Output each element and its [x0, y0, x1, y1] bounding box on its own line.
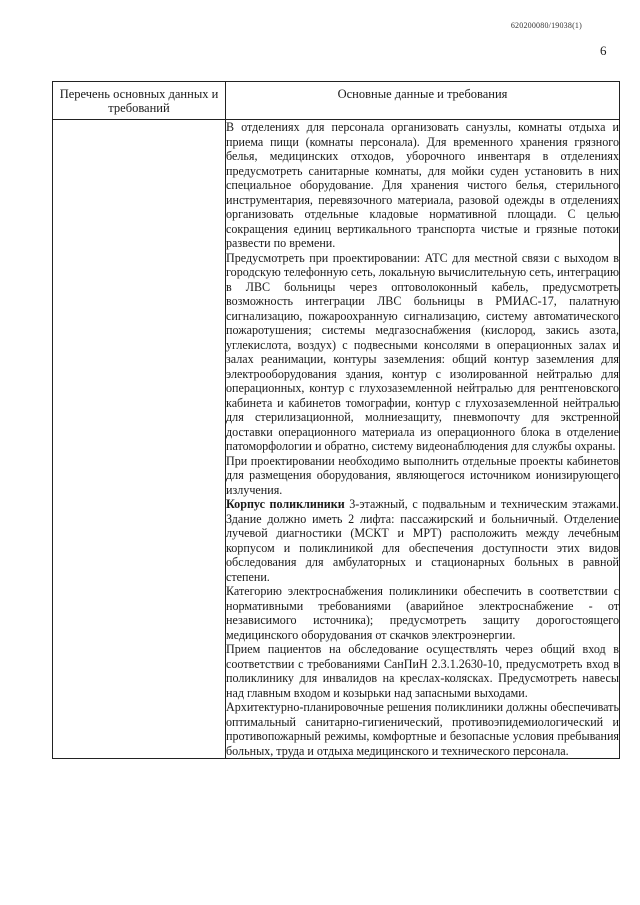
page-number: 6 [600, 43, 607, 58]
polyclinic-heading: Корпус поликлиники [226, 497, 345, 511]
requirements-cell [226, 120, 620, 759]
requirements-table [52, 81, 620, 759]
paragraph-design-systems: Предусмотреть при проектировании: АТС для местной связи с выходом в городскую телефонную сеть, локальную вычислительную сеть, интеграцию в ЛВС больницы через оптоволоконный кабель, предусмотреть возможность интеграции ЛВС больницы в РМИАС-17, палатную сигнализацию, пожароохранную сигнализацию, систему автоматического пожаротушения; системы медгазоснабжения (кислород, закись азота, углекислота, воздух) с подвесными консолями в операционных залах и залах реанимации, контуры заземления: общий контур заземления для электрооборудования здания, контур с изолированной нейтралью для операционных, контур с глухозаземленной нейтралью для рентгеновского кабинета и кабинетов томографии, контур с глухозаземленной нейтралью для стерилизационной, молниезащиту, пневмопочту для экстренной доставки операционного материала из операционного блока в отделение патоморфологии и обратно, систему видеонаблюдения для службы охраны. [226, 250, 619, 453]
paragraph-staff-rooms: В отделениях для персонала организовать санузлы, комнаты отдыха и приема пищи (комнаты персонала). Для временного хранения грязного белья, медицинских отходов, уборочного инвентаря в отделениях предусмотреть санитарные комнаты, для мойки суден установить в них специальное оборудование. Для хранения чистого белья, стерильного инструментария, перевязочного материала, разовой одежды в отделениях организовать отдельные кладовые нормативной площади. С целью сокращения единиц вертикального транспорта чистые и грязные потоки развести по времени. [226, 120, 619, 250]
polyclinic-text: 3-этажный, с подвальным и техническим этажами. Здание должно иметь 2 лифта: пассажирский и больничный. Отделение лучевой диагностики (МСКТ и МРТ) расположить между лечебным корпусом и поликлиникой для обеспечения доступности этих видов обследования для амбулаторных и стационарных больных в равной степени. [226, 497, 619, 584]
column-header-list: Перечень основных данных и требований [53, 82, 226, 120]
paragraph-power-supply: Категорию электроснабжения поликлиники обеспечить в соответствии с нормативными требованиями (аварийное электроснабжение - от независимого источника); предусмотреть защиту дорогостоящего медицинского оборудования от скачков электроэнергии. [226, 584, 619, 642]
empty-label-cell [53, 120, 226, 759]
paragraph-patient-entrance: Прием пациентов на обследование осуществлять через общий вход в соответствии с требованиями СанПиН 2.3.1.2630-10, предусмотреть вход в поликлинику для инвалидов на креслах-колясках. Предусмотреть навесы над главным входом и козырьки над запасными выходами. [226, 642, 619, 700]
document-code: 620200080/19038(1) [510, 21, 582, 30]
paragraph-polyclinic-building [226, 497, 619, 584]
paragraph-architecture: Архитектурно-планировочные решения поликлиники должны обеспечивать оптимальный санитарно-гигиенический, противоэпидемиологический и противопожарный режимы, комфортные и безопасные условия пребывания больных, труда и отдыха медицинского и технического персонала. [226, 700, 619, 758]
table-row [53, 120, 620, 759]
paragraph-radiation-projects: При проектировании необходимо выполнить отдельные проекты кабинетов для размещения оборудования, являющегося источником ионизирующего излучения. [226, 453, 619, 497]
column-header-requirements: Основные данные и требования [226, 82, 620, 120]
table-header-row [53, 82, 620, 120]
